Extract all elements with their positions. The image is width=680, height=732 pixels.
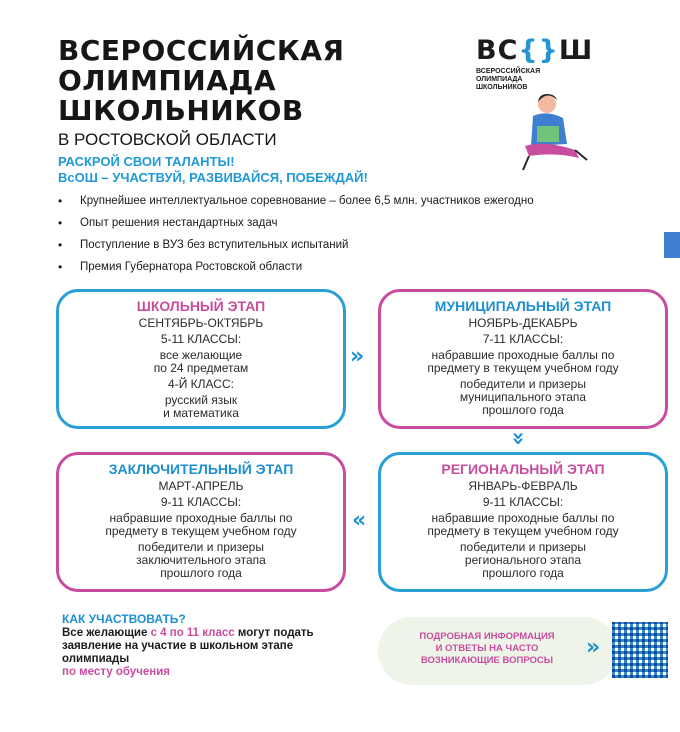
list-item: • Опыт решения нестандартных задач [58,217,668,230]
slogan-line-2: ВсОШ – УЧАСТВУЙ, РАЗВИВАЙСЯ, ПОБЕЖДАЙ! [58,170,368,185]
stage-grade4: 4-Й КЛАСС: [168,377,234,391]
list-item: • Поступление в ВУЗ без вступительных испытаний [58,239,668,252]
stage-who-2: предмету в текущем учебном году [105,524,297,538]
stage-title: ЗАКЛЮЧИТЕЛЬНЫЙ ЭТАП [108,461,294,477]
title-line-3: ШКОЛЬНИКОВ [58,94,304,127]
logo-mark-right: Ш [558,35,594,66]
info-line-2: И ОТВЕТЫ НА ЧАСТО [435,643,539,654]
slogan-line-1: РАСКРОЙ СВОИ ТАЛАНТЫ! [58,154,235,169]
more-info-badge[interactable] [378,617,618,685]
stage-final [56,452,346,592]
logo-mark-brackets: {} [518,35,559,66]
side-tab [664,232,680,258]
how-text-2: могут подать заявление на участие в школьном этапе олимпиады [62,627,314,665]
list-item: • Премия Губернатора Ростовской области [58,261,668,274]
list-item: • Крупнейшее интеллектуальное соревнование – более 6,5 млн. участников ежегодно [58,195,640,208]
stage-prev-3: прошлого года [160,566,242,580]
qr-code-icon[interactable] [612,622,668,678]
how-highlight-place: по месту обучения [62,666,170,678]
stage-period: МАРТ-АПРЕЛЬ [158,479,244,493]
stage-title: РЕГИОНАЛЬНЫЙ ЭТАП [441,461,605,477]
chevron-down-double-icon: » [505,431,531,446]
stage-grades: 7-11 КЛАССЫ: [482,332,564,346]
logo-mark [476,35,593,66]
stage-who-1: все желающие [159,348,243,362]
stage-regional [378,452,668,592]
stage-prev-1: победители и призеры [138,540,264,554]
region-subtitle: В РОСТОВСКОЙ ОБЛАСТИ [58,130,277,149]
stage-subject-1: русский язык [164,393,238,407]
stage-who-1: набравшие проходные баллы по [109,511,293,525]
how-highlight-grades: с 4 по 11 класс [150,627,235,639]
stage-period: ЯНВАРЬ-ФЕВРАЛЬ [468,479,578,493]
stage-subject-2: и математика [163,406,239,420]
stage-prev-3: прошлого года [482,566,564,580]
logo-mark-left: ВС [476,35,519,66]
stage-who-2: по 24 предметам [153,361,249,375]
info-line-1: ПОДРОБНАЯ ИНФОРМАЦИЯ [419,631,555,642]
stage-grades: 9-11 КЛАССЫ: [160,495,242,509]
stage-prev-1: победители и призеры [460,540,586,554]
stage-prev-1: победители и призеры [460,377,586,391]
stage-who-2: предмету в текущем учебном году [427,524,619,538]
stage-title: ШКОЛЬНЫЙ ЭТАП [136,298,266,314]
logo-sub-line-2: ОЛИМПИАДА [476,76,523,83]
how-text-1: Все желающие [62,627,151,639]
logo-sub-line-3: ШКОЛЬНИКОВ [476,84,528,91]
benefits-list [58,195,668,283]
how-to-participate-text [62,627,352,679]
stage-grades: 9-11 КЛАССЫ: [482,495,564,509]
chevron-right-double-icon: » [350,344,365,369]
stage-grades: 5-11 КЛАССЫ: [160,332,242,346]
info-line-3: ВОЗНИКАЮЩИЕ ВОПРОСЫ [420,655,554,666]
stage-title: МУНИЦИПАЛЬНЫЙ ЭТАП [434,298,612,314]
how-to-participate-title: КАК УЧАСТВОВАТЬ? [62,612,186,626]
olympiad-title [58,36,344,126]
stage-who-1: набравшие проходные баллы по [431,348,615,362]
stage-school [56,289,346,429]
logo-sub-line-1: ВСЕРОССИЙСКАЯ [476,68,541,75]
chevron-right-double-icon: » [586,635,601,660]
stage-period: СЕНТЯБРЬ-ОКТЯБРЬ [138,316,264,330]
slogan [58,154,368,186]
title-line-1: ВСЕРОССИЙСКАЯ [58,34,345,67]
student-illustration [505,88,595,174]
title-line-2: ОЛИМПИАДА [58,64,276,97]
chevron-left-double-icon: « [352,508,367,533]
more-info-text [392,631,582,667]
stage-who-2: предмету в текущем учебном году [427,361,619,375]
stage-prev-3: прошлого года [482,403,564,417]
vsosh-logo [476,35,593,92]
stage-prev-2: муниципального этапа [459,390,587,404]
stage-period: НОЯБРЬ-ДЕКАБРЬ [468,316,578,330]
stage-municipal [378,289,668,429]
stage-prev-2: регионального этапа [464,553,582,567]
stage-prev-2: заключительного этапа [136,553,266,567]
stage-who-1: набравшие проходные баллы по [431,511,615,525]
